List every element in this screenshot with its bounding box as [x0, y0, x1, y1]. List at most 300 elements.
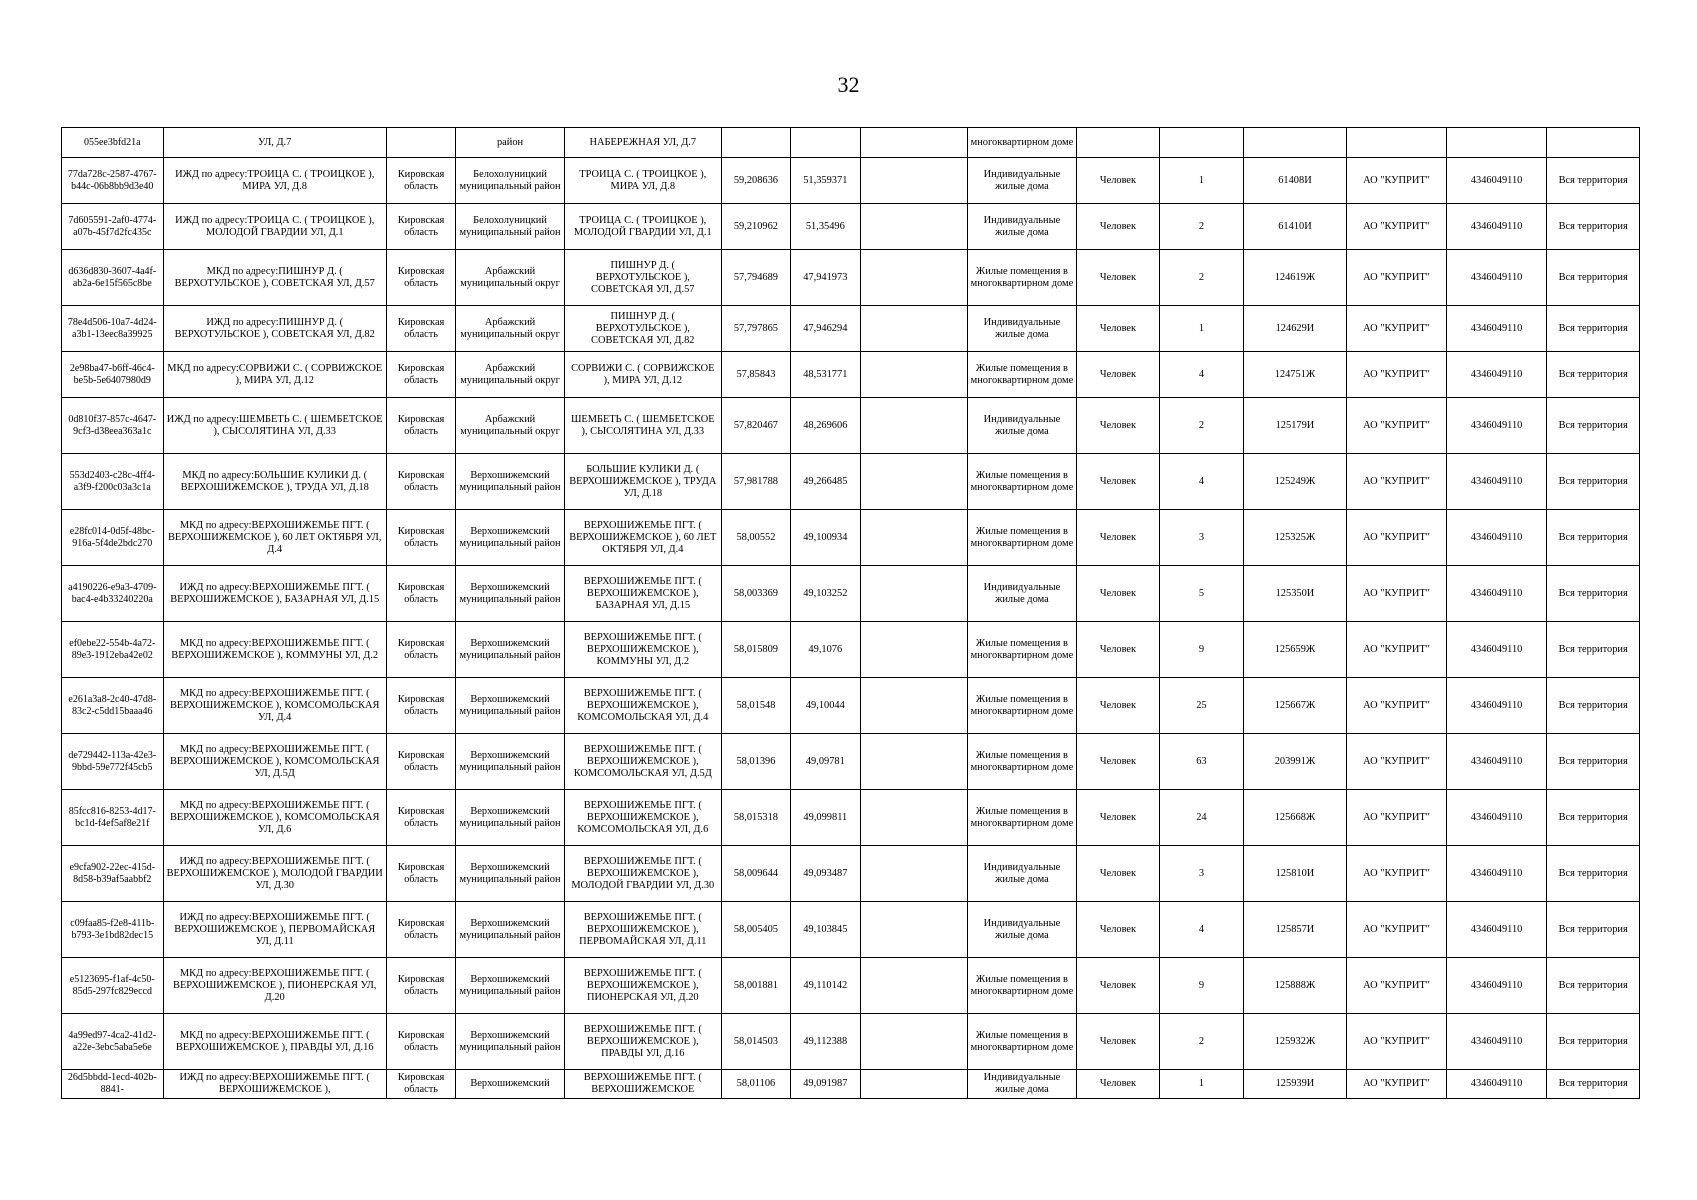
unit-cell: Человек [1076, 398, 1159, 454]
latitude-cell: 57,797865 [721, 306, 790, 352]
object-address-cell: ИЖД по адресу:ВЕРХОШИЖЕМЬЕ ПГТ. ( ВЕРХОШИЖЕМСКОЕ ), ПЕРВОМАЙСКАЯ УЛ, Д.11 [163, 902, 386, 958]
locality-cell: ВЕРХОШИЖЕМЬЕ ПГТ. ( ВЕРХОШИЖЕМСКОЕ ), ПЕРВОМАЙСКАЯ УЛ, Д.11 [564, 902, 721, 958]
region-cell [386, 128, 455, 158]
quantity-cell [1160, 128, 1243, 158]
housing-type-cell: Индивидуальные жилые дома [968, 846, 1077, 902]
account-cell: 124619Ж [1243, 250, 1347, 306]
latitude-cell: 58,015809 [721, 622, 790, 678]
territory-cell: Вся территория [1547, 566, 1640, 622]
region-cell: Кировская область [386, 510, 455, 566]
unit-cell: Человек [1076, 566, 1159, 622]
inn-cell: 4346049110 [1446, 306, 1547, 352]
quantity-cell: 3 [1160, 846, 1243, 902]
housing-type-cell: Индивидуальные жилые дома [968, 204, 1077, 250]
quantity-cell: 1 [1160, 158, 1243, 204]
housing-type-cell: Жилые помещения в многоквартирном доме [968, 734, 1077, 790]
record-id-cell: 055ee3bfd21a [62, 128, 164, 158]
district-cell: Арбажский муниципальный округ [456, 306, 565, 352]
table-row [62, 566, 1640, 622]
district-cell: Верхошижемский муниципальный район [456, 902, 565, 958]
table-row [62, 250, 1640, 306]
longitude-cell: 49,110142 [791, 958, 860, 1014]
record-id-cell: 78e4d506-10a7-4d24-a3b1-13eec8a39925 [62, 306, 164, 352]
account-cell: 125350И [1243, 566, 1347, 622]
organization-cell: АО "КУПРИТ" [1347, 734, 1447, 790]
object-address-cell: ИЖД по адресу:ШЕМБЕТЬ С. ( ШЕМБЕТСКОЕ ), СЫСОЛЯТИНА УЛ, Д.33 [163, 398, 386, 454]
locality-cell: БОЛЬШИЕ КУЛИКИ Д. ( ВЕРХОШИЖЕМСКОЕ ), ТРУДА УЛ, Д.18 [564, 454, 721, 510]
housing-type-cell: Жилые помещения в многоквартирном доме [968, 454, 1077, 510]
account-cell: 125249Ж [1243, 454, 1347, 510]
longitude-cell: 47,946294 [791, 306, 860, 352]
unit-cell: Человек [1076, 204, 1159, 250]
account-cell: 125659Ж [1243, 622, 1347, 678]
record-id-cell: a4190226-e9a3-4709-bac4-e4b33240220a [62, 566, 164, 622]
table-row [62, 958, 1640, 1014]
organization-cell: АО "КУПРИТ" [1347, 306, 1447, 352]
account-cell: 61408И [1243, 158, 1347, 204]
inn-cell: 4346049110 [1446, 398, 1547, 454]
empty-cell [860, 1014, 968, 1070]
region-cell: Кировская область [386, 306, 455, 352]
longitude-cell: 51,35496 [791, 204, 860, 250]
empty-cell [860, 352, 968, 398]
account-cell: 125939И [1243, 1070, 1347, 1099]
region-cell: Кировская область [386, 790, 455, 846]
territory-cell: Вся территория [1547, 678, 1640, 734]
table-row [62, 398, 1640, 454]
district-cell: район [456, 128, 565, 158]
account-cell: 125668Ж [1243, 790, 1347, 846]
organization-cell: АО "КУПРИТ" [1347, 790, 1447, 846]
housing-type-cell: многоквартирном доме [968, 128, 1077, 158]
quantity-cell: 63 [1160, 734, 1243, 790]
organization-cell: АО "КУПРИТ" [1347, 622, 1447, 678]
table-row [62, 734, 1640, 790]
locality-cell: ТРОИЦА С. ( ТРОИЦКОЕ ), МОЛОДОЙ ГВАРДИИ УЛ, Д.1 [564, 204, 721, 250]
housing-type-cell: Индивидуальные жилые дома [968, 306, 1077, 352]
empty-cell [860, 734, 968, 790]
district-cell: Арбажский муниципальный округ [456, 250, 565, 306]
unit-cell: Человек [1076, 1070, 1159, 1099]
object-address-cell: МКД по адресу:СОРВИЖИ С. ( СОРВИЖСКОЕ ), МИРА УЛ, Д.12 [163, 352, 386, 398]
locality-cell: ВЕРХОШИЖЕМЬЕ ПГТ. ( ВЕРХОШИЖЕМСКОЕ ), КОМСОМОЛЬСКАЯ УЛ, Д.5Д [564, 734, 721, 790]
organization-cell: АО "КУПРИТ" [1347, 678, 1447, 734]
region-cell: Кировская область [386, 734, 455, 790]
empty-cell [860, 510, 968, 566]
territory-cell: Вся территория [1547, 158, 1640, 204]
unit-cell: Человек [1076, 678, 1159, 734]
unit-cell: Человек [1076, 958, 1159, 1014]
region-cell: Кировская область [386, 622, 455, 678]
object-address-cell: ИЖД по адресу:ТРОИЦА С. ( ТРОИЦКОЕ ), МОЛОДОЙ ГВАРДИИ УЛ, Д.1 [163, 204, 386, 250]
object-address-cell: МКД по адресу:ВЕРХОШИЖЕМЬЕ ПГТ. ( ВЕРХОШИЖЕМСКОЕ ), ПРАВДЫ УЛ, Д.16 [163, 1014, 386, 1070]
locality-cell: ВЕРХОШИЖЕМЬЕ ПГТ. ( ВЕРХОШИЖЕМСКОЕ ), КОМСОМОЛЬСКАЯ УЛ, Д.4 [564, 678, 721, 734]
territory-cell: Вся территория [1547, 734, 1640, 790]
table-row [62, 678, 1640, 734]
inn-cell: 4346049110 [1446, 454, 1547, 510]
account-cell: 124751Ж [1243, 352, 1347, 398]
district-cell: Верхошижемский муниципальный район [456, 566, 565, 622]
registry-table [61, 127, 1640, 1099]
locality-cell: ВЕРХОШИЖЕМЬЕ ПГТ. ( ВЕРХОШИЖЕМСКОЕ ), 60 ЛЕТ ОКТЯБРЯ УЛ, Д.4 [564, 510, 721, 566]
empty-cell [860, 790, 968, 846]
territory-cell: Вся территория [1547, 790, 1640, 846]
record-id-cell: e261a3a8-2c40-47d8-83c2-c5dd15baaa46 [62, 678, 164, 734]
territory-cell: Вся территория [1547, 846, 1640, 902]
organization-cell: АО "КУПРИТ" [1347, 204, 1447, 250]
quantity-cell: 9 [1160, 622, 1243, 678]
organization-cell: АО "КУПРИТ" [1347, 352, 1447, 398]
object-address-cell: МКД по адресу:ВЕРХОШИЖЕМЬЕ ПГТ. ( ВЕРХОШИЖЕМСКОЕ ), КОМСОМОЛЬСКАЯ УЛ, Д.4 [163, 678, 386, 734]
territory-cell: Вся территория [1547, 352, 1640, 398]
unit-cell: Человек [1076, 846, 1159, 902]
region-cell: Кировская область [386, 566, 455, 622]
locality-cell: ВЕРХОШИЖЕМЬЕ ПГТ. ( ВЕРХОШИЖЕМСКОЕ ), МОЛОДОЙ ГВАРДИИ УЛ, Д.30 [564, 846, 721, 902]
organization-cell: АО "КУПРИТ" [1347, 566, 1447, 622]
territory-cell: Вся территория [1547, 902, 1640, 958]
latitude-cell: 57,794689 [721, 250, 790, 306]
longitude-cell: 49,266485 [791, 454, 860, 510]
latitude-cell: 58,014503 [721, 1014, 790, 1070]
inn-cell: 4346049110 [1446, 958, 1547, 1014]
table-row [62, 128, 1640, 158]
account-cell: 125179И [1243, 398, 1347, 454]
table-body [62, 128, 1640, 1099]
latitude-cell: 57,820467 [721, 398, 790, 454]
object-address-cell: ИЖД по адресу:ПИШНУР Д. ( ВЕРХОТУЛЬСКОЕ ), СОВЕТСКАЯ УЛ, Д.82 [163, 306, 386, 352]
quantity-cell: 4 [1160, 352, 1243, 398]
inn-cell: 4346049110 [1446, 790, 1547, 846]
territory-cell [1547, 128, 1640, 158]
table-row [62, 846, 1640, 902]
organization-cell [1347, 128, 1447, 158]
empty-cell [860, 204, 968, 250]
latitude-cell: 58,01548 [721, 678, 790, 734]
record-id-cell: 0d810f37-857c-4647-9cf3-d38eea363a1c [62, 398, 164, 454]
empty-cell [860, 454, 968, 510]
object-address-cell: ИЖД по адресу:ТРОИЦА С. ( ТРОИЦКОЕ ), МИРА УЛ, Д.8 [163, 158, 386, 204]
unit-cell: Человек [1076, 306, 1159, 352]
region-cell: Кировская область [386, 352, 455, 398]
latitude-cell: 58,01106 [721, 1070, 790, 1099]
latitude-cell: 58,005405 [721, 902, 790, 958]
quantity-cell: 2 [1160, 398, 1243, 454]
inn-cell: 4346049110 [1446, 250, 1547, 306]
empty-cell [860, 566, 968, 622]
region-cell: Кировская область [386, 454, 455, 510]
empty-cell [860, 846, 968, 902]
inn-cell: 4346049110 [1446, 846, 1547, 902]
district-cell: Верхошижемский [456, 1070, 565, 1099]
longitude-cell: 49,103845 [791, 902, 860, 958]
table-row [62, 352, 1640, 398]
organization-cell: АО "КУПРИТ" [1347, 958, 1447, 1014]
inn-cell: 4346049110 [1446, 1070, 1547, 1099]
empty-cell [860, 902, 968, 958]
housing-type-cell: Жилые помещения в многоквартирном доме [968, 790, 1077, 846]
record-id-cell: 85fcc816-8253-4d17-bc1d-f4ef5af8e21f [62, 790, 164, 846]
longitude-cell: 49,100934 [791, 510, 860, 566]
longitude-cell: 49,10044 [791, 678, 860, 734]
locality-cell: ТРОИЦА С. ( ТРОИЦКОЕ ), МИРА УЛ, Д.8 [564, 158, 721, 204]
record-id-cell: 2e98ba47-b6ff-46c4-be5b-5e6407980d9 [62, 352, 164, 398]
locality-cell: ПИШНУР Д. ( ВЕРХОТУЛЬСКОЕ ), СОВЕТСКАЯ УЛ, Д.82 [564, 306, 721, 352]
quantity-cell: 4 [1160, 902, 1243, 958]
housing-type-cell: Жилые помещения в многоквартирном доме [968, 250, 1077, 306]
latitude-cell: 58,009644 [721, 846, 790, 902]
territory-cell: Вся территория [1547, 204, 1640, 250]
account-cell: 125932Ж [1243, 1014, 1347, 1070]
record-id-cell: 26d5bbdd-1ecd-402b-8841- [62, 1070, 164, 1099]
latitude-cell: 58,00552 [721, 510, 790, 566]
locality-cell: СОРВИЖИ С. ( СОРВИЖСКОЕ ), МИРА УЛ, Д.12 [564, 352, 721, 398]
longitude-cell: 48,269606 [791, 398, 860, 454]
empty-cell [860, 398, 968, 454]
organization-cell: АО "КУПРИТ" [1347, 846, 1447, 902]
inn-cell: 4346049110 [1446, 622, 1547, 678]
territory-cell: Вся территория [1547, 958, 1640, 1014]
organization-cell: АО "КУПРИТ" [1347, 902, 1447, 958]
inn-cell: 4346049110 [1446, 678, 1547, 734]
unit-cell: Человек [1076, 250, 1159, 306]
unit-cell: Человек [1076, 622, 1159, 678]
object-address-cell: ИЖД по адресу:ВЕРХОШИЖЕМЬЕ ПГТ. ( ВЕРХОШИЖЕМСКОЕ ), [163, 1070, 386, 1099]
empty-cell [860, 128, 968, 158]
territory-cell: Вся территория [1547, 454, 1640, 510]
quantity-cell: 9 [1160, 958, 1243, 1014]
locality-cell: ВЕРХОШИЖЕМЬЕ ПГТ. ( ВЕРХОШИЖЕМСКОЕ ), КОМСОМОЛЬСКАЯ УЛ, Д.6 [564, 790, 721, 846]
unit-cell: Человек [1076, 510, 1159, 566]
unit-cell: Человек [1076, 454, 1159, 510]
longitude-cell: 49,099811 [791, 790, 860, 846]
district-cell: Белохолуницкий муниципальный район [456, 158, 565, 204]
quantity-cell: 2 [1160, 204, 1243, 250]
longitude-cell: 49,093487 [791, 846, 860, 902]
longitude-cell: 47,941973 [791, 250, 860, 306]
object-address-cell: МКД по адресу:ВЕРХОШИЖЕМЬЕ ПГТ. ( ВЕРХОШИЖЕМСКОЕ ), КОМСОМОЛЬСКАЯ УЛ, Д.6 [163, 790, 386, 846]
housing-type-cell: Жилые помещения в многоквартирном доме [968, 510, 1077, 566]
housing-type-cell: Жилые помещения в многоквартирном доме [968, 1014, 1077, 1070]
region-cell: Кировская область [386, 158, 455, 204]
latitude-cell [721, 128, 790, 158]
organization-cell: АО "КУПРИТ" [1347, 398, 1447, 454]
locality-cell: НАБЕРЕЖНАЯ УЛ, Д.7 [564, 128, 721, 158]
quantity-cell: 2 [1160, 1014, 1243, 1070]
account-cell: 203991Ж [1243, 734, 1347, 790]
table-row [62, 622, 1640, 678]
inn-cell: 4346049110 [1446, 566, 1547, 622]
territory-cell: Вся территория [1547, 510, 1640, 566]
latitude-cell: 59,210962 [721, 204, 790, 250]
housing-type-cell: Жилые помещения в многоквартирном доме [968, 678, 1077, 734]
district-cell: Верхошижемский муниципальный район [456, 678, 565, 734]
latitude-cell: 58,01396 [721, 734, 790, 790]
table-row [62, 1014, 1640, 1070]
object-address-cell: МКД по адресу:ПИШНУР Д. ( ВЕРХОТУЛЬСКОЕ ), СОВЕТСКАЯ УЛ, Д.57 [163, 250, 386, 306]
region-cell: Кировская область [386, 846, 455, 902]
territory-cell: Вся территория [1547, 250, 1640, 306]
table-row [62, 790, 1640, 846]
account-cell: 61410И [1243, 204, 1347, 250]
housing-type-cell: Индивидуальные жилые дома [968, 902, 1077, 958]
record-id-cell: e9cfa902-22ec-415d-8d58-b39af5aabbf2 [62, 846, 164, 902]
table-row [62, 158, 1640, 204]
account-cell: 125667Ж [1243, 678, 1347, 734]
object-address-cell: МКД по адресу:ВЕРХОШИЖЕМЬЕ ПГТ. ( ВЕРХОШИЖЕМСКОЕ ), 60 ЛЕТ ОКТЯБРЯ УЛ, Д.4 [163, 510, 386, 566]
housing-type-cell: Индивидуальные жилые дома [968, 1070, 1077, 1099]
territory-cell: Вся территория [1547, 622, 1640, 678]
record-id-cell: e28fc014-0d5f-48bc-916a-5f4de2bdc270 [62, 510, 164, 566]
inn-cell: 4346049110 [1446, 1014, 1547, 1070]
region-cell: Кировская область [386, 1070, 455, 1099]
region-cell: Кировская область [386, 958, 455, 1014]
locality-cell: ПИШНУР Д. ( ВЕРХОТУЛЬСКОЕ ), СОВЕТСКАЯ УЛ, Д.57 [564, 250, 721, 306]
page-number: 32 [837, 72, 860, 97]
longitude-cell: 49,091987 [791, 1070, 860, 1099]
inn-cell [1446, 128, 1547, 158]
unit-cell: Человек [1076, 352, 1159, 398]
inn-cell: 4346049110 [1446, 510, 1547, 566]
organization-cell: АО "КУПРИТ" [1347, 454, 1447, 510]
table-row [62, 1070, 1640, 1099]
account-cell: 124629И [1243, 306, 1347, 352]
district-cell: Верхошижемский муниципальный район [456, 958, 565, 1014]
quantity-cell: 4 [1160, 454, 1243, 510]
region-cell: Кировская область [386, 204, 455, 250]
quantity-cell: 2 [1160, 250, 1243, 306]
inn-cell: 4346049110 [1446, 734, 1547, 790]
latitude-cell: 57,981788 [721, 454, 790, 510]
object-address-cell: МКД по адресу:ВЕРХОШИЖЕМЬЕ ПГТ. ( ВЕРХОШИЖЕМСКОЕ ), КОМСОМОЛЬСКАЯ УЛ, Д.5Д [163, 734, 386, 790]
empty-cell [860, 306, 968, 352]
object-address-cell: МКД по адресу:ВЕРХОШИЖЕМЬЕ ПГТ. ( ВЕРХОШИЖЕМСКОЕ ), ПИОНЕРСКАЯ УЛ, Д.20 [163, 958, 386, 1014]
longitude-cell: 49,103252 [791, 566, 860, 622]
district-cell: Арбажский муниципальный округ [456, 352, 565, 398]
housing-type-cell: Жилые помещения в многоквартирном доме [968, 958, 1077, 1014]
table-row [62, 306, 1640, 352]
latitude-cell: 58,015318 [721, 790, 790, 846]
locality-cell: ВЕРХОШИЖЕМЬЕ ПГТ. ( ВЕРХОШИЖЕМСКОЕ ), КОММУНЫ УЛ, Д.2 [564, 622, 721, 678]
latitude-cell: 58,003369 [721, 566, 790, 622]
record-id-cell: 4a99ed97-4ca2-41d2-a22e-3ebc5aba5e6e [62, 1014, 164, 1070]
longitude-cell: 48,531771 [791, 352, 860, 398]
empty-cell [860, 678, 968, 734]
housing-type-cell: Жилые помещения в многоквартирном доме [968, 352, 1077, 398]
district-cell: Белохолуницкий муниципальный район [456, 204, 565, 250]
record-id-cell: d636d830-3607-4a4f-ab2a-6e15f565c8be [62, 250, 164, 306]
account-cell [1243, 128, 1347, 158]
quantity-cell: 3 [1160, 510, 1243, 566]
account-cell: 125810И [1243, 846, 1347, 902]
empty-cell [860, 1070, 968, 1099]
unit-cell [1076, 128, 1159, 158]
district-cell: Верхошижемский муниципальный район [456, 734, 565, 790]
district-cell: Верхошижемский муниципальный район [456, 790, 565, 846]
territory-cell: Вся территория [1547, 398, 1640, 454]
account-cell: 125857И [1243, 902, 1347, 958]
quantity-cell: 24 [1160, 790, 1243, 846]
longitude-cell: 49,09781 [791, 734, 860, 790]
record-id-cell: 77da728c-2587-4767-b44c-06b8bb9d3e40 [62, 158, 164, 204]
inn-cell: 4346049110 [1446, 204, 1547, 250]
housing-type-cell: Индивидуальные жилые дома [968, 398, 1077, 454]
unit-cell: Человек [1076, 902, 1159, 958]
empty-cell [860, 250, 968, 306]
locality-cell: ВЕРХОШИЖЕМЬЕ ПГТ. ( ВЕРХОШИЖЕМСКОЕ [564, 1070, 721, 1099]
region-cell: Кировская область [386, 250, 455, 306]
object-address-cell: МКД по адресу:ВЕРХОШИЖЕМЬЕ ПГТ. ( ВЕРХОШИЖЕМСКОЕ ), КОММУНЫ УЛ, Д.2 [163, 622, 386, 678]
record-id-cell: ef0ebe22-554b-4a72-89e3-1912eba42e02 [62, 622, 164, 678]
quantity-cell: 1 [1160, 306, 1243, 352]
region-cell: Кировская область [386, 678, 455, 734]
longitude-cell: 49,112388 [791, 1014, 860, 1070]
locality-cell: ВЕРХОШИЖЕМЬЕ ПГТ. ( ВЕРХОШИЖЕМСКОЕ ), ПРАВДЫ УЛ, Д.16 [564, 1014, 721, 1070]
empty-cell [860, 958, 968, 1014]
housing-type-cell: Жилые помещения в многоквартирном доме [968, 622, 1077, 678]
empty-cell [860, 622, 968, 678]
unit-cell: Человек [1076, 790, 1159, 846]
housing-type-cell: Индивидуальные жилые дома [968, 566, 1077, 622]
locality-cell: ВЕРХОШИЖЕМЬЕ ПГТ. ( ВЕРХОШИЖЕМСКОЕ ), БАЗАРНАЯ УЛ, Д.15 [564, 566, 721, 622]
organization-cell: АО "КУПРИТ" [1347, 250, 1447, 306]
organization-cell: АО "КУПРИТ" [1347, 158, 1447, 204]
unit-cell: Человек [1076, 158, 1159, 204]
locality-cell: ШЕМБЕТЬ С. ( ШЕМБЕТСКОЕ ), СЫСОЛЯТИНА УЛ, Д.33 [564, 398, 721, 454]
table-row [62, 454, 1640, 510]
unit-cell: Человек [1076, 1014, 1159, 1070]
table-row [62, 902, 1640, 958]
latitude-cell: 59,208636 [721, 158, 790, 204]
district-cell: Верхошижемский муниципальный район [456, 846, 565, 902]
inn-cell: 4346049110 [1446, 158, 1547, 204]
district-cell: Верхошижемский муниципальный район [456, 622, 565, 678]
table-row [62, 510, 1640, 566]
unit-cell: Человек [1076, 734, 1159, 790]
territory-cell: Вся территория [1547, 306, 1640, 352]
record-id-cell: 553d2403-c28c-4ff4-a3f9-f200c03a3c1a [62, 454, 164, 510]
object-address-cell: МКД по адресу:БОЛЬШИЕ КУЛИКИ Д. ( ВЕРХОШИЖЕМСКОЕ ), ТРУДА УЛ, Д.18 [163, 454, 386, 510]
district-cell: Верхошижемский муниципальный район [456, 1014, 565, 1070]
region-cell: Кировская область [386, 398, 455, 454]
latitude-cell: 58,001881 [721, 958, 790, 1014]
quantity-cell: 5 [1160, 566, 1243, 622]
territory-cell: Вся территория [1547, 1070, 1640, 1099]
quantity-cell: 1 [1160, 1070, 1243, 1099]
organization-cell: АО "КУПРИТ" [1347, 510, 1447, 566]
table-row [62, 204, 1640, 250]
inn-cell: 4346049110 [1446, 902, 1547, 958]
district-cell: Верхошижемский муниципальный район [456, 454, 565, 510]
quantity-cell: 25 [1160, 678, 1243, 734]
record-id-cell: e5123695-f1af-4c50-85d5-297fc829eccd [62, 958, 164, 1014]
latitude-cell: 57,85843 [721, 352, 790, 398]
longitude-cell: 51,359371 [791, 158, 860, 204]
territory-cell: Вся территория [1547, 1014, 1640, 1070]
organization-cell: АО "КУПРИТ" [1347, 1070, 1447, 1099]
longitude-cell: 49,1076 [791, 622, 860, 678]
organization-cell: АО "КУПРИТ" [1347, 1014, 1447, 1070]
record-id-cell: c09faa85-f2e8-411b-b793-3e1bd82dec15 [62, 902, 164, 958]
empty-cell [860, 158, 968, 204]
inn-cell: 4346049110 [1446, 352, 1547, 398]
district-cell: Арбажский муниципальный округ [456, 398, 565, 454]
record-id-cell: de729442-113a-42e3-9bbd-59e772f45cb5 [62, 734, 164, 790]
district-cell: Верхошижемский муниципальный район [456, 510, 565, 566]
housing-type-cell: Индивидуальные жилые дома [968, 158, 1077, 204]
region-cell: Кировская область [386, 1014, 455, 1070]
record-id-cell: 7d605591-2af0-4774-a07b-45f7d2fc435c [62, 204, 164, 250]
object-address-cell: ИЖД по адресу:ВЕРХОШИЖЕМЬЕ ПГТ. ( ВЕРХОШИЖЕМСКОЕ ), МОЛОДОЙ ГВАРДИИ УЛ, Д.30 [163, 846, 386, 902]
